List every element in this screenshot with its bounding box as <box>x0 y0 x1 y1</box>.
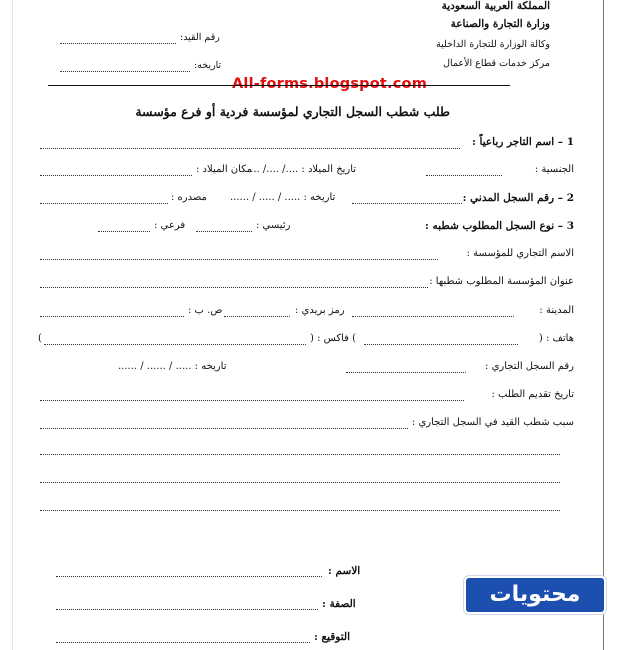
fax-label: ) فاكس : ( <box>310 333 357 344</box>
nationality-field[interactable] <box>426 175 502 176</box>
signature-capacity-label: الصفة : <box>322 598 356 610</box>
request-date-field[interactable] <box>40 400 464 401</box>
main-label: رئيسي : <box>256 220 291 231</box>
city-field[interactable] <box>352 316 514 317</box>
source-field[interactable] <box>40 203 168 204</box>
reason-line-3[interactable] <box>40 482 560 483</box>
merchant-name-label: 1 – اسم التاجر رباعياً : <box>471 136 574 148</box>
civil-reg-label: 2 – رقم السجل المدني : <box>462 192 574 204</box>
fax-field[interactable] <box>44 344 306 345</box>
branch-field[interactable] <box>98 231 150 232</box>
reason-field[interactable] <box>40 428 408 429</box>
pobox-label: ص. ب : <box>188 305 223 316</box>
trade-name-field[interactable] <box>40 259 438 260</box>
address-label: عنوان المؤسسة المطلوب شطبها : <box>429 276 574 287</box>
site-logo-badge <box>466 578 604 612</box>
request-date-label: تاريخ تقديم الطلب : <box>491 389 574 400</box>
source-label: مصدره : <box>171 192 207 203</box>
reg-no-label: رقم القيد: <box>180 32 220 43</box>
postal-label: رمز بريدي : <box>295 305 345 316</box>
trade-name-label: الاسم التجاري للمؤسسة : <box>466 248 574 259</box>
reason-line-2[interactable] <box>40 454 560 455</box>
merchant-name-field[interactable] <box>40 148 460 149</box>
cr-no-field[interactable] <box>346 372 466 373</box>
signature-capacity-field[interactable] <box>56 609 318 610</box>
fax-close-paren: ) <box>38 333 42 344</box>
nationality-label: الجنسية : <box>534 164 574 175</box>
birth-place-label: مكان الميلاد : <box>196 164 253 175</box>
header-date-field[interactable] <box>60 71 190 72</box>
postal-field[interactable] <box>224 316 290 317</box>
cr-no-label: رقم السجل التجاري : <box>485 361 574 372</box>
watermark-url: All-forms.blogspot.com <box>232 76 428 92</box>
signature-name-label: الاسم : <box>328 565 361 577</box>
civil-reg-field[interactable] <box>352 203 462 204</box>
header-date-label: تاريخه: <box>194 60 222 71</box>
birth-date-label: تاريخ الميلاد : ..../ ..../ .... <box>247 164 357 175</box>
reason-label: سبب شطب القيد في السجل التجاري : <box>411 417 574 428</box>
form-title: طلب شطب السجل التجاري لمؤسسة فردية أو فرع مؤسسة <box>135 104 450 119</box>
phone-field[interactable] <box>364 344 518 345</box>
header-kingdom: المملكة العربية السعودية <box>441 0 550 12</box>
city-label: المدينة : <box>539 305 574 316</box>
header-center: مركز خدمات قطاع الأعمال <box>443 58 550 69</box>
branch-label: فرعي : <box>154 220 186 231</box>
record-type-label: 3 – نوع السجل المطلوب شطبه : <box>425 220 574 232</box>
cr-date-label: تاريخه : ..... / ...... / ...... <box>118 361 227 372</box>
header-agency: وكالة الوزارة للتجارة الداخلية <box>436 39 550 50</box>
address-field[interactable] <box>40 287 428 288</box>
header-ministry: وزارة التجارة والصناعة <box>450 18 550 30</box>
phone-label: هاتف : ( <box>538 333 574 344</box>
signature-sign-label: التوقيع : <box>314 631 351 643</box>
signature-sign-field[interactable] <box>56 642 310 643</box>
header-rule <box>48 85 510 86</box>
reg-no-field[interactable] <box>60 43 176 44</box>
main-field[interactable] <box>196 231 252 232</box>
birth-place-field[interactable] <box>40 175 192 176</box>
reason-line-4[interactable] <box>40 510 560 511</box>
site-logo-text: محتويات <box>489 582 581 607</box>
civil-date-label: تاريخه : ..... / ..... / ...... <box>230 192 336 203</box>
page-border <box>12 0 604 650</box>
pobox-field[interactable] <box>40 316 184 317</box>
signature-name-field[interactable] <box>56 576 322 577</box>
